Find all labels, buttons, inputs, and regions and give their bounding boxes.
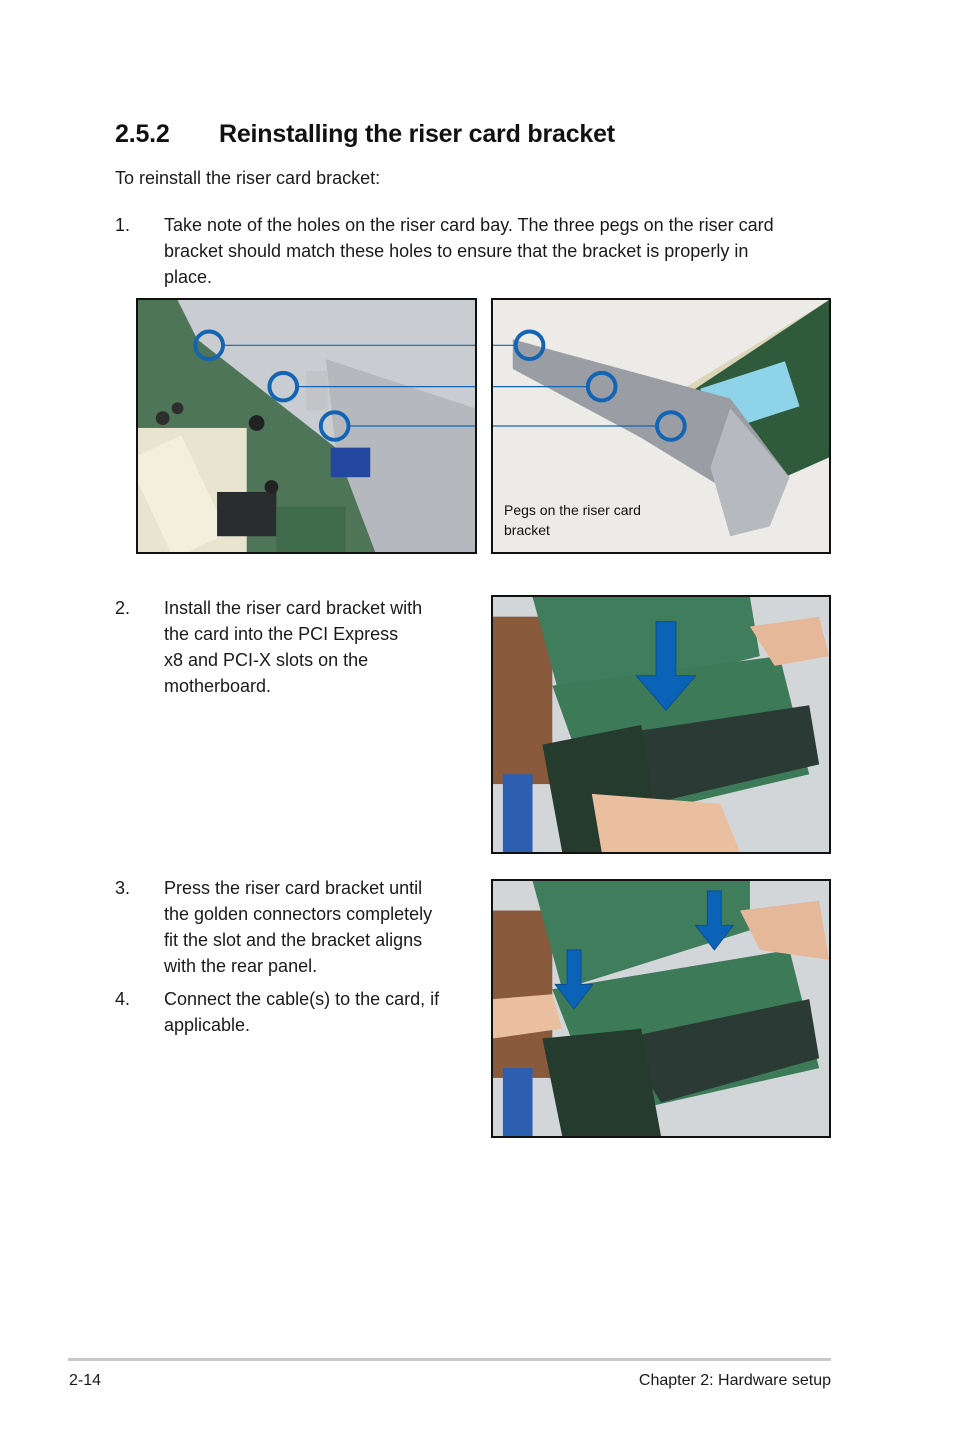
- step-number: 2.: [115, 598, 131, 618]
- footer-divider: [68, 1358, 831, 1361]
- section-heading: [115, 120, 615, 149]
- step-line: motherboard.: [164, 676, 272, 696]
- step-line: Connect the cable(s) to the card, if: [164, 989, 440, 1009]
- figure-1-chassis-photo: [136, 298, 477, 554]
- step-line: place.: [164, 267, 213, 287]
- section-number: 2.5.2: [115, 120, 170, 148]
- step-line: Take note of the holes on the riser card bay. The three pegs on the riser card: [164, 215, 774, 235]
- step-2: [115, 595, 475, 699]
- step-line: the card into the PCI Express: [164, 624, 399, 644]
- step-line: applicable.: [164, 1015, 251, 1035]
- step-line: bracket should match these holes to ensure that the bracket is properly in: [164, 241, 749, 261]
- step-line: Press the riser card bracket until: [164, 878, 423, 898]
- step-number: 3.: [115, 878, 131, 898]
- step-line: fit the slot and the bracket aligns: [164, 930, 423, 950]
- figure-1-caption: [504, 500, 674, 540]
- page-number: 2-14: [69, 1372, 102, 1389]
- chapter-label: Chapter 2: Hardware setup: [638, 1372, 831, 1389]
- section-title: Reinstalling the riser card bracket: [219, 120, 615, 148]
- step-line: the golden connectors completely: [164, 904, 433, 924]
- step-4: [115, 986, 475, 1038]
- step-line: Install the riser card bracket with: [164, 598, 423, 618]
- step-line: x8 and PCI-X slots on the: [164, 650, 369, 670]
- intro-text: To reinstall the riser card bracket:: [115, 168, 381, 188]
- figure-3-press-photo: [491, 879, 831, 1138]
- figure-2-install-photo: [491, 595, 831, 854]
- step-number: 4.: [115, 989, 131, 1009]
- step-1: [115, 212, 855, 290]
- caption-line: bracket: [504, 522, 550, 538]
- step-number: 1.: [115, 215, 131, 235]
- caption-line: Pegs on the riser card: [504, 502, 641, 518]
- step-line: with the rear panel.: [164, 956, 318, 976]
- step-3: [115, 875, 475, 979]
